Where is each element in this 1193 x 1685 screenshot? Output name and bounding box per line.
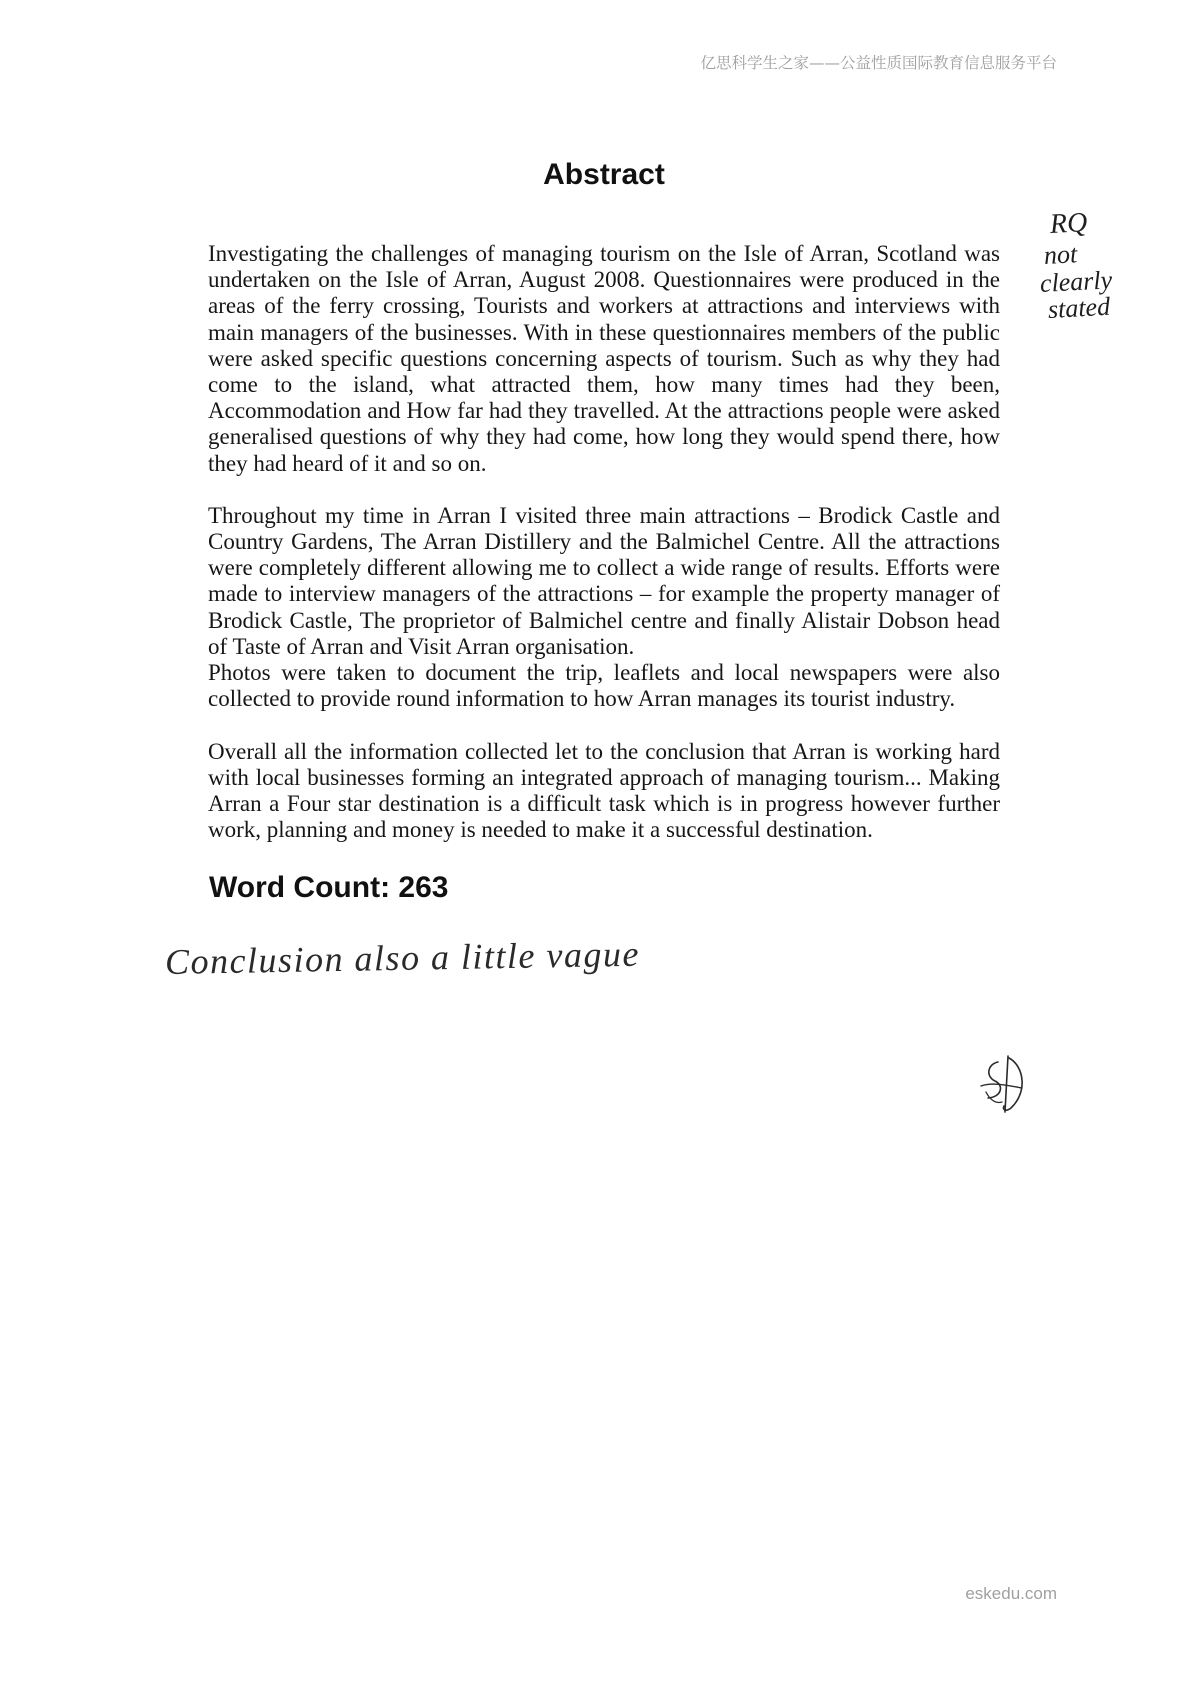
margin-annotation-line: stated <box>1047 291 1111 324</box>
handwritten-initials-icon <box>978 1052 1032 1118</box>
body-line: collected to provide round information to how Arran manages its tourist industry. <box>208 686 956 712</box>
body-line: were completely different allowing me to collect a wide range of results. Efforts were <box>208 555 1000 581</box>
body-line: work, planning and money is needed to make it a successful destination. <box>208 817 873 843</box>
body-line: come to the island, what attracted them, how many times had they been, <box>208 371 1000 397</box>
body-line: main managers of the businesses. With in these questionnaires members of the public <box>208 319 1000 345</box>
body-line: were asked specific questions concerning aspects of tourism. Such as why they had <box>208 345 1000 371</box>
body-line: Investigating the challenges of managing tourism on the Isle of Arran, Scotland was <box>208 241 1000 266</box>
page-title: Abstract <box>543 158 665 191</box>
paragraph-1 <box>208 241 1000 477</box>
body-line: Brodick Castle, The proprietor of Balmichel centre and finally Alistair Dobson head <box>208 607 1000 633</box>
header-watermark: 亿思科学生之家——公益性质国际教育信息服务平台 <box>700 54 1057 72</box>
body-line: generalised questions of why they had come, how long they would spend there, how <box>208 424 1000 450</box>
body-line: Country Gardens, The Arran Distillery and the Balmichel Centre. All the attractions <box>208 529 1000 555</box>
body-line: undertaken on the Isle of Arran, August 2008. Questionnaires were produced in the <box>208 267 1000 293</box>
body-line: areas of the ferry crossing, Tourists and workers at attractions and interviews with <box>208 293 1000 319</box>
body-line: made to interview managers of the attractions – for example the property manager of <box>208 581 1000 607</box>
word-count: Word Count: 263 <box>209 871 449 904</box>
body-line: Throughout my time in Arran I visited three main attractions – Brodick Castle and <box>208 502 1000 528</box>
margin-annotation-line: not <box>1043 239 1078 270</box>
paragraph-2 <box>208 503 1000 660</box>
body-line: Overall all the information collected let to the conclusion that Arran is working hard <box>208 738 1000 764</box>
body-line: Photos were taken to document the trip, leaflets and local newspapers were also <box>208 660 1000 685</box>
margin-annotation-line: clearly <box>1039 265 1113 298</box>
body-line: Accommodation and How far had they travelled. At the attractions people were asked <box>208 398 1000 424</box>
body-line: of Taste of Arran and Visit Arran organisation. <box>208 633 635 659</box>
body-line: they had heard of it and so on. <box>208 450 487 476</box>
handwritten-comment: Conclusion also a little vague <box>164 933 641 982</box>
body-line: Arran a Four star destination is a difficult task which is in progress however further <box>208 790 1000 816</box>
footer-watermark: eskedu.com <box>965 1584 1057 1603</box>
abstract-body <box>208 241 1000 843</box>
margin-annotation-line: RQ <box>1049 207 1089 240</box>
paragraph-3 <box>208 660 1000 712</box>
paragraph-4 <box>208 739 1000 844</box>
body-line: with local businesses forming an integrated approach of managing tourism... Making <box>208 764 1000 790</box>
